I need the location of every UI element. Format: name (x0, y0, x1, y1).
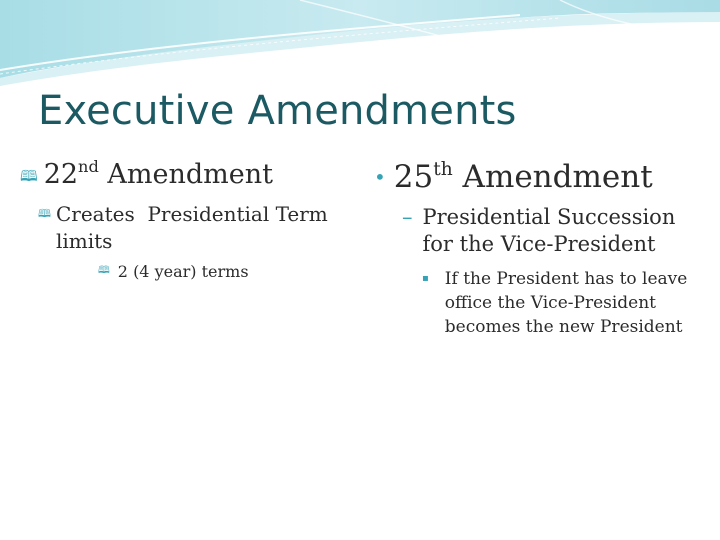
right-column (370, 158, 710, 339)
ordinal-suffix: nd (78, 157, 99, 177)
right-subpoint (402, 204, 710, 258)
ordinal-suffix: th (433, 158, 453, 180)
left-subpoint (20, 201, 340, 255)
amendment-number: 22 (43, 159, 79, 190)
subpoint-text: Creates Presidential Term limits (55, 202, 335, 253)
subpoint-text: Presidential Succession for the Vice-President (422, 205, 676, 256)
heading-text: Amendment (98, 159, 273, 190)
heading-text: Amendment (452, 159, 653, 195)
detail-text: If the President has to leave office the Vice-President becomes the new President (444, 269, 688, 337)
open-book-icon: 🕮 (98, 265, 110, 276)
open-book-icon: 🕮 (38, 207, 51, 220)
detail-text: 2 (4 year) terms (117, 262, 249, 281)
slide-title: Executive Amendments (38, 88, 517, 134)
open-book-icon: 🕮 (20, 167, 38, 185)
dash-icon: – (402, 205, 413, 229)
small-square-icon: ▪ (422, 273, 429, 284)
left-detail (20, 261, 340, 283)
right-heading (374, 158, 710, 196)
amendment-number: 25 (393, 159, 434, 195)
left-heading (20, 158, 340, 193)
decorative-banner (0, 0, 720, 90)
filled-dot-icon: • (374, 165, 386, 189)
right-detail (422, 267, 710, 339)
left-column (20, 158, 340, 283)
